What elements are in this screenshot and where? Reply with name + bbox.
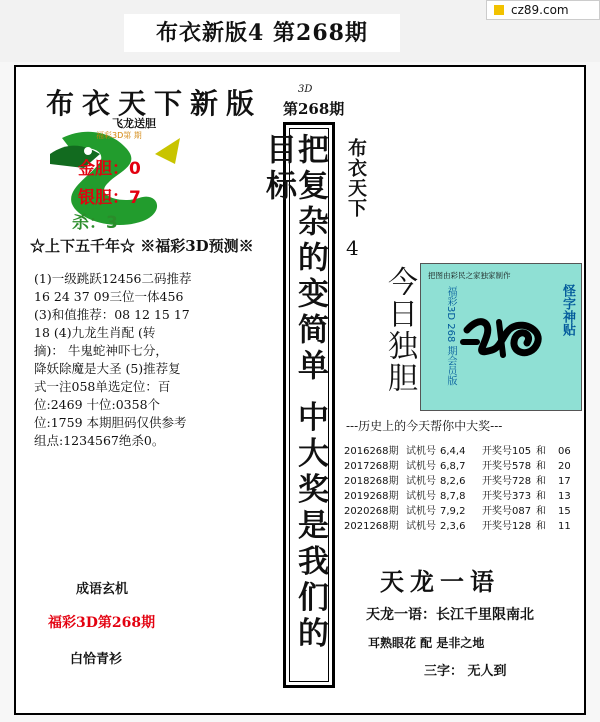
open-number-cell: 578 [512, 461, 532, 472]
test-label-cell: 试机号 [406, 491, 436, 502]
test-number-cell: 6,4,4 [440, 446, 466, 457]
test-number-cell: 8,7,8 [440, 491, 466, 502]
open-label-cell: 开奖号 [482, 461, 512, 472]
recommendation-line: 降妖除魔是大圣 (5)推荐复 [34, 361, 181, 376]
recommendation-line: 式一注058单选定位：百 [34, 379, 171, 394]
kill-code: 杀：3 [72, 213, 118, 233]
history-table [344, 444, 584, 534]
panel-left-vertical: 福彩3D 268 期会员版 [445, 286, 456, 386]
recommendation-line: 16 24 37 09三位一体456 [34, 289, 184, 304]
center-3d-label: 3D [298, 84, 313, 95]
test-number-cell: 2,3,6 [440, 521, 466, 532]
table-row [344, 444, 584, 459]
open-number-cell: 373 [512, 491, 532, 502]
today-heading: 今日独胆 [382, 266, 417, 394]
recommendation-line: 摘)： 牛鬼蛇神吓七分， [34, 343, 168, 358]
panel-right-vertical: 怪字神贴 [560, 284, 575, 336]
date-cell: 2016268期 [344, 446, 399, 457]
idiom-answer: 白恰青衫 [70, 652, 123, 667]
sum-cell: 15 [558, 506, 571, 517]
recommendation-line: 位:1759 本期胆码仅供参考 [34, 415, 187, 430]
open-label-cell: 开奖号 [482, 506, 512, 517]
sum-label-cell: 和 [536, 476, 546, 487]
date-cell: 2018268期 [344, 476, 399, 487]
open-label-cell: 开奖号 [482, 491, 512, 502]
recommendation-line: 位:2469 十位:0358个 [34, 397, 161, 412]
left-title: 布衣天下新版 [46, 87, 263, 120]
right-vertical-title: 布衣天下 [345, 138, 367, 218]
open-number-cell: 087 [512, 506, 532, 517]
sum-cell: 20 [558, 461, 571, 472]
test-label-cell: 试机号 [406, 476, 436, 487]
recommendation-line: (3)和值推荐：08 12 15 17 [34, 307, 190, 322]
sum-label-cell: 和 [536, 491, 546, 502]
idiom-title: 成语玄机 [76, 582, 129, 597]
center-issue: 第268期 [283, 100, 345, 118]
tianlong-line: 天龙一语：长江千里限南北 [366, 607, 534, 623]
open-label-cell: 开奖号 [482, 521, 512, 532]
sum-label-cell: 和 [536, 506, 546, 517]
test-label-cell: 试机号 [406, 461, 436, 472]
sum-cell: 17 [558, 476, 571, 487]
recommendation-line: 18 (4)九龙生肖配 (转 [34, 325, 156, 340]
test-number-cell: 8,2,6 [440, 476, 466, 487]
three-words: 三字： 无人到 [424, 664, 507, 679]
open-number-cell: 105 [512, 446, 532, 457]
issue-label: 福彩3D第268期 [48, 615, 156, 631]
dragon-year: 福彩3D第 期 [96, 131, 142, 140]
date-cell: 2020268期 [344, 506, 399, 517]
date-cell: 2017268期 [344, 461, 399, 472]
history-title: ---历史上的今天帮你中大奖--- [346, 419, 503, 433]
silver-code: 银胆：7 [78, 188, 141, 208]
test-label-cell: 试机号 [406, 506, 436, 517]
sum-cell: 13 [558, 491, 571, 502]
sum-cell: 06 [558, 446, 571, 457]
sum-label-cell: 和 [536, 446, 546, 457]
table-row [344, 504, 584, 519]
table-row [344, 489, 584, 504]
sum-cell: 11 [558, 521, 571, 532]
recommendation-line: 组点:1234567绝杀0。 [34, 433, 165, 448]
recommendation-line: (1)一级跳跃12456二码推荐 [34, 271, 192, 286]
table-row [344, 519, 584, 534]
recommendation-list [34, 270, 224, 450]
tianlong-phrase: 耳熟眼花 配 是非之地 [368, 636, 485, 650]
open-label-cell: 开奖号 [482, 446, 512, 457]
open-number-cell: 128 [512, 521, 532, 532]
test-number-cell: 7,9,2 [440, 506, 466, 517]
test-label-cell: 试机号 [406, 521, 436, 532]
date-cell: 2021268期 [344, 521, 399, 532]
open-number-cell: 728 [512, 476, 532, 487]
slogan-box [260, 122, 335, 688]
member-panel [420, 263, 582, 411]
page-title: 布衣新版4 第268期 [124, 14, 400, 52]
site-label: cz89.com [511, 3, 569, 17]
panel-caption: 把图由彩民之家独家制作 [428, 271, 511, 280]
calligraphy-logo [459, 312, 551, 362]
table-row [344, 459, 584, 474]
date-cell: 2019268期 [344, 491, 399, 502]
slogan: 把复杂的变简单 中大奖是我们的目标 [260, 133, 328, 653]
dragon-subtitle: 飞龙送胆 [112, 117, 156, 130]
table-row [344, 474, 584, 489]
version-number: 4 [346, 236, 359, 260]
sum-label-cell: 和 [536, 461, 546, 472]
gold-code: 金胆：0 [78, 159, 141, 179]
prediction-heading: ☆上下五千年☆ ※福彩3D预测※ [30, 237, 254, 255]
test-number-cell: 6,8,7 [440, 461, 466, 472]
test-label-cell: 试机号 [406, 446, 436, 457]
site-badge[interactable] [486, 0, 600, 20]
sum-label-cell: 和 [536, 521, 546, 532]
site-icon [494, 5, 504, 15]
open-label-cell: 开奖号 [482, 476, 512, 487]
tianlong-title: 天龙一语 [380, 567, 500, 596]
